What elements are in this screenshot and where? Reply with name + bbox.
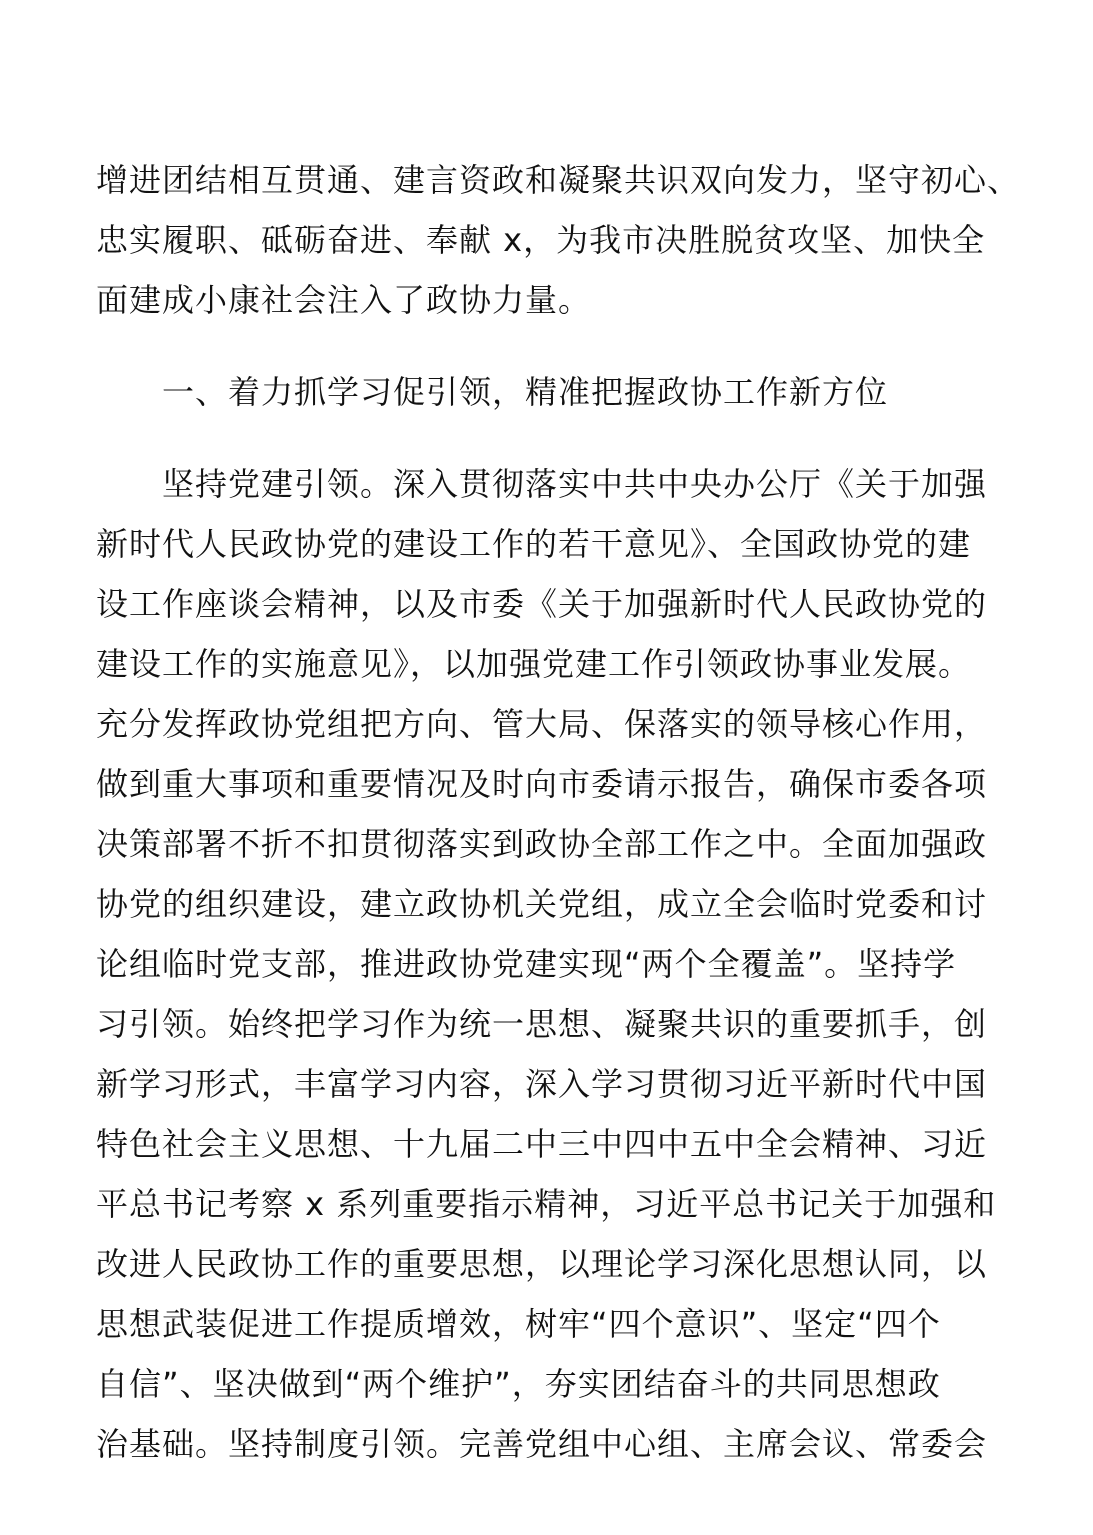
text-line: 习引领。始终把学习作为统一思想、凝聚共识的重要抓手，创 (96, 1005, 988, 1043)
text-line: 协党的组织建设，建立政协机关党组，成立全会临时党委和讨 (96, 885, 988, 923)
text-line: 思想武装促进工作提质增效，树牢“四个意识”、坚定“四个 (96, 1305, 941, 1343)
section-heading: 一、着力抓学习促引领，精准把握政协工作新方位 (162, 373, 889, 411)
text-line: 论组临时党支部，推进政协党建实现“两个全覆盖”。坚持学 (96, 945, 957, 983)
text-line: 改进人民政协工作的重要思想，以理论学习深化思想认同，以 (96, 1245, 988, 1283)
text-line: 新时代人民政协党的建设工作的若干意见》、全国政协党的建 (96, 525, 972, 563)
text-line: 建设工作的实施意见》，以加强党建工作引领政协事业发展。 (96, 645, 972, 683)
text-line: 设工作座谈会精神，以及市委《关于加强新时代人民政协党的 (96, 585, 988, 623)
text-line: 面建成小康社会注入了政协力量。 (96, 281, 592, 319)
text-line: 治基础。坚持制度引领。完善党组中心组、主席会议、常委会 (96, 1425, 988, 1463)
text-line: 自信”、坚决做到“两个维护”，夯实团结奋斗的共同思想政 (96, 1365, 941, 1403)
text-line: 平总书记考察 x 系列重要指示精神，习近平总书记关于加强和 (96, 1185, 997, 1223)
text-line: 新学习形式，丰富学习内容，深入学习贯彻习近平新时代中国 (96, 1065, 988, 1103)
text-line: 充分发挥政协党组把方向、管大局、保落实的领导核心作用， (96, 705, 988, 743)
text-line: 决策部署不折不扣贯彻落实到政协全部工作之中。全面加强政 (96, 825, 988, 863)
text-line: 特色社会主义思想、十九届二中三中四中五中全会精神、习近 (96, 1125, 988, 1163)
text-line: 做到重大事项和重要情况及时向市委请示报告，确保市委各项 (96, 765, 988, 803)
paragraph-first-line: 坚持党建引领。深入贯彻落实中共中央办公厅《关于加强 (162, 465, 988, 503)
text-line: 增进团结相互贯通、建言资政和凝聚共识双向发力，坚守初心、 (96, 161, 1021, 199)
text-line: 忠实履职、砥砺奋进、奉献 x，为我市决胜脱贫攻坚、加快全 (96, 221, 986, 259)
